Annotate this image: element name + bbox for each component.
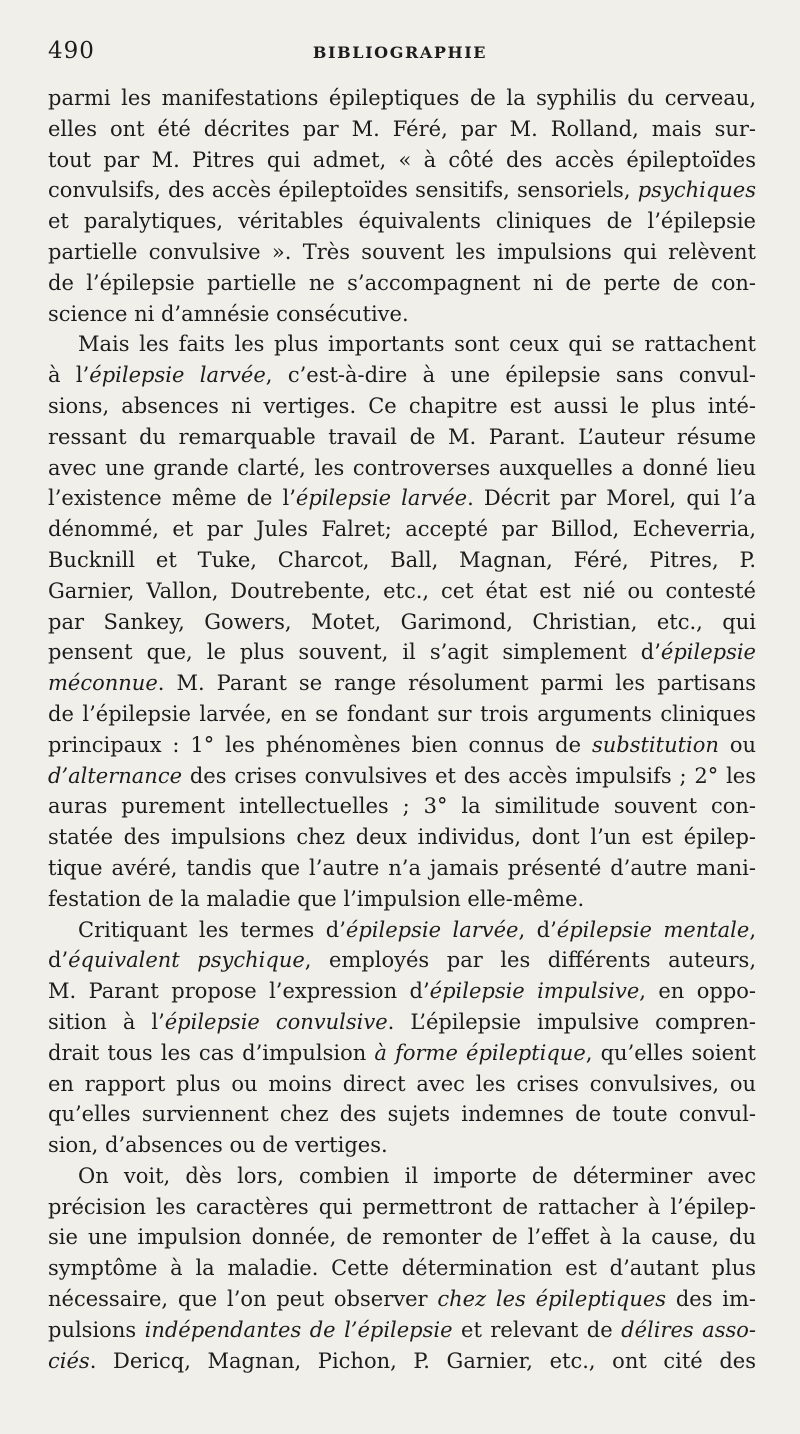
text-span: parmi les manifestations épileptiques de la syphilis du cerveau, [48, 86, 756, 110]
text-span: drait tous les cas d’impulsion [48, 1040, 375, 1065]
text-span: On voit, dès lors, combien il importe de déterminer avec [78, 1163, 756, 1188]
italic-span: d’alternance [48, 763, 183, 788]
text-span: sition à l’ [48, 1009, 165, 1034]
text-line [48, 668, 756, 699]
italic-span: épilepsie impulsive [429, 979, 640, 1004]
text-line [48, 884, 756, 915]
text-line [48, 791, 756, 822]
text-span: statée des impulsions chez deux individus, dont l’un est épilep- [48, 825, 756, 850]
text-line [48, 1130, 756, 1161]
text-line [48, 761, 756, 792]
text-span: des im- [666, 1287, 756, 1312]
text-span: partielle convulsive ». Très souvent les impulsions qui relèvent [48, 239, 756, 264]
text-span: ou [718, 732, 757, 757]
body-text [48, 83, 756, 1376]
text-span: Garnier, Vallon, Doutrebente, etc., cet état est nié ou contesté [48, 578, 756, 603]
text-line [48, 915, 756, 946]
text-line [48, 453, 756, 484]
text-span: ressant du remarquable travail de M. Parant. L’auteur résume [48, 424, 756, 449]
text-span: Mais les faits les plus importants sont ceux qui se rattachent [78, 332, 756, 357]
text-line [48, 1315, 756, 1346]
text-span: science ni d’amnésie consécutive. [48, 301, 409, 326]
text-line [48, 114, 756, 145]
italic-span: épilepsie [660, 640, 756, 665]
italic-span: substitution [591, 732, 719, 757]
text-span: sion, d’absences ou de vertiges. [48, 1133, 388, 1158]
text-line [48, 329, 756, 360]
text-line [48, 822, 756, 853]
text-line [48, 1099, 756, 1130]
text-span: dénommé, et par Jules Falret; accepté par Billod, Echeverria, [48, 517, 756, 542]
text-span: , d’ [518, 917, 557, 942]
text-line [48, 391, 756, 422]
text-line [48, 576, 756, 607]
text-span: tout par M. Pitres qui admet, « à côté des accès épileptoïdes [48, 147, 756, 172]
text-span: de l’épilepsie larvée, en se fondant sur trois arguments cliniques [48, 701, 756, 726]
page-header [48, 38, 752, 68]
text-line [48, 1284, 756, 1315]
text-span: de l’épilepsie partielle ne s’accompagnent ni de perte de con- [48, 270, 756, 295]
italic-span: ciés [48, 1348, 90, 1373]
text-line [48, 730, 756, 761]
text-span: convulsifs, des accès épileptoïdes sensitifs, sensoriels, [48, 178, 638, 203]
text-span: principaux : 1° les phénomènes bien connus de [48, 732, 592, 757]
text-span: , c’est-à-dire à une épilepsie sans convul- [265, 363, 756, 388]
text-span: et paralytiques, véritables équivalents cliniques de l’épilepsie [48, 209, 756, 234]
text-line [48, 637, 756, 668]
text-span: pensent que, le plus souvent, il s’agit simplement d’ [48, 640, 661, 665]
text-span: symptôme à la maladie. Cette détermination est d’autant plus [48, 1256, 756, 1281]
text-span: à l’ [48, 363, 90, 388]
text-line [48, 607, 756, 638]
italic-span: épilepsie larvée [89, 363, 266, 388]
text-line [48, 145, 756, 176]
text-line [48, 853, 756, 884]
text-line [48, 976, 756, 1007]
text-span: tique avéré, tandis que l’autre n’a jamais présenté d’autre mani- [48, 855, 756, 880]
text-line [48, 1192, 756, 1223]
text-line [48, 699, 756, 730]
text-span: des crises convulsives et des accès impulsifs ; 2° les [182, 763, 756, 788]
running-head: BIBLIOGRAPHIE [312, 43, 488, 62]
page-number: 490 [48, 38, 95, 64]
text-line [48, 1161, 756, 1192]
text-span: elles ont été décrites par M. Féré, par M. Rolland, mais sur- [48, 116, 756, 141]
text-line [48, 1222, 756, 1253]
text-line [48, 299, 756, 330]
text-line [48, 483, 756, 514]
text-line [48, 1038, 756, 1069]
text-span: avec une grande clarté, les controverses auxquelles a donné lieu [48, 455, 756, 480]
text-span: en rapport plus ou moins direct avec les crises convulsives, ou [48, 1071, 756, 1096]
text-line [48, 1069, 756, 1100]
text-line [48, 268, 756, 299]
text-line [48, 237, 756, 268]
italic-span: épilepsie convulsive [164, 1009, 388, 1034]
text-span: par Sankey, Gowers, Motet, Garimond, Christian, etc., qui [48, 609, 756, 634]
text-line [48, 514, 756, 545]
text-span: . Décrit par Morel, qui l’a [467, 486, 756, 511]
text-line [48, 945, 756, 976]
italic-span: épilepsie mentale [556, 917, 750, 942]
text-span: festation de la maladie que l’impulsion elle-même. [48, 886, 585, 911]
text-span: auras purement intellectuelles ; 3° la similitude souvent con- [48, 794, 756, 819]
text-span: , en oppo- [639, 979, 757, 1004]
italic-span: épilepsie larvée [295, 486, 468, 511]
text-span: sie une impulsion donnée, de remonter de l’effet à la cause, du [48, 1225, 756, 1250]
text-line [48, 1007, 756, 1038]
text-span: Critiquant les termes d’ [78, 917, 346, 942]
text-span: nécessaire, que l’on peut observer [48, 1287, 438, 1312]
text-line [48, 422, 756, 453]
italic-span: équivalent psychique [68, 948, 305, 973]
text-span: . Dericq, Magnan, Pichon, P. Garnier, etc., ont cité des [89, 1348, 756, 1373]
text-span: , [749, 917, 757, 942]
text-span: et relevant de [452, 1317, 622, 1342]
text-line [48, 206, 756, 237]
text-line [48, 545, 756, 576]
text-span: qu’elles surviennent chez des sujets indemnes de toute convul- [48, 1102, 756, 1127]
text-span: sions, absences ni vertiges. Ce chapitre est aussi le plus inté- [48, 393, 756, 418]
text-span: M. Parant propose l’expression d’ [48, 979, 430, 1004]
italic-span: méconnue [48, 671, 158, 696]
text-line [48, 1346, 756, 1377]
text-line [48, 83, 756, 114]
text-span: pulsions [48, 1317, 145, 1342]
italic-span: chez les épileptiques [437, 1287, 667, 1312]
text-span: précision les caractères qui permettront de rattacher à l’épilep- [48, 1194, 756, 1219]
italic-span: indépendantes de l’épilepsie [144, 1317, 453, 1342]
text-span: , employés par les différents auteurs, [304, 948, 756, 973]
text-span: . M. Parant se range résolument parmi les partisans [157, 671, 756, 696]
text-line [48, 1253, 756, 1284]
text-line [48, 175, 756, 206]
italic-span: délires asso- [621, 1317, 756, 1342]
italic-span: psychiques [637, 178, 756, 203]
text-span: . L’épilepsie impulsive compren- [387, 1009, 756, 1034]
text-span: d’ [48, 948, 69, 973]
italic-span: à forme épileptique [374, 1040, 586, 1065]
text-span: Bucknill et Tuke, Charcot, Ball, Magnan, Féré, Pitres, P. [48, 547, 756, 572]
text-line [48, 360, 756, 391]
italic-span: épilepsie larvée [345, 917, 519, 942]
text-span: , qu’elles soient [585, 1040, 756, 1065]
text-span: l’existence même de l’ [48, 486, 296, 511]
